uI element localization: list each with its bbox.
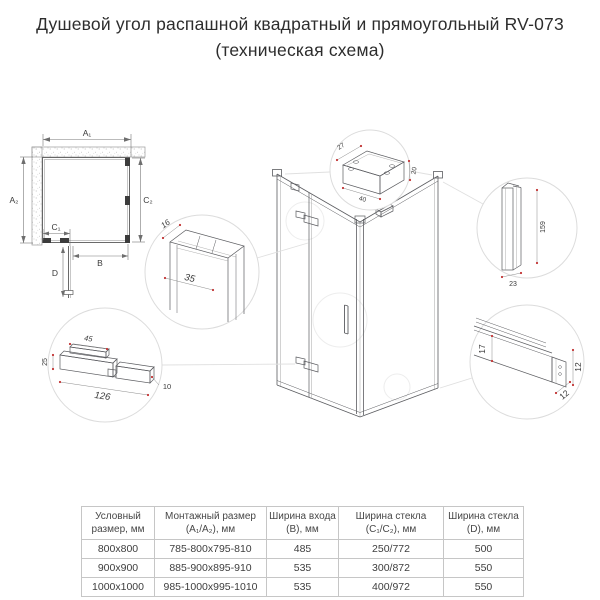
- detail-circles: [48, 130, 584, 422]
- table-row: [82, 559, 524, 578]
- door-handle: [345, 305, 349, 334]
- cell-entry: 535: [267, 578, 339, 597]
- dim-bracket-height: 20: [410, 166, 419, 175]
- plan-door-leaf: [64, 246, 73, 298]
- col-header-glass-width-c: Ширина стекла (C₁/C₂), мм: [339, 507, 444, 540]
- table-row: [82, 578, 524, 597]
- plan-door-handle: [64, 291, 73, 295]
- dim-label-a2: A₂: [9, 195, 19, 205]
- cell-nominal: 900x900: [82, 559, 155, 578]
- detail-circle-wall-profile: [477, 178, 577, 278]
- dim-wallprofile-height: 159: [540, 221, 547, 233]
- dim-hinge-height: 25: [42, 358, 49, 366]
- cell-glass-c: 250/772: [339, 540, 444, 559]
- table-row: [82, 540, 524, 559]
- dim-hinge-thickness: 10: [162, 382, 172, 391]
- detail-circle-hinge: [48, 308, 162, 422]
- dim-rail-height: 12: [573, 362, 583, 372]
- cell-glass-d: 550: [444, 559, 524, 578]
- size-table: [81, 506, 524, 597]
- page-title-line2: (техническая схема): [215, 40, 385, 61]
- dim-label-b: B: [97, 258, 103, 268]
- col-header-glass-width-d: Ширина стекла (D), мм: [444, 507, 524, 540]
- detail-circle-door-profile: [145, 215, 259, 329]
- cell-mounting: 885-900x895-910: [155, 559, 267, 578]
- cell-mounting: 985-1000x995-1010: [155, 578, 267, 597]
- cell-nominal: 800x800: [82, 540, 155, 559]
- dim-wallprofile-width: 23: [509, 281, 517, 288]
- dim-hinge-length: 126: [93, 389, 111, 404]
- cell-glass-c: 300/872: [339, 559, 444, 578]
- cell-entry: 535: [267, 559, 339, 578]
- cell-mounting: 785-800x795-810: [155, 540, 267, 559]
- dim-rail-inner-height: 17: [477, 344, 487, 354]
- table-header-row: [82, 507, 524, 540]
- dim-label-c2: C₂: [143, 195, 153, 205]
- dim-doorprofile-depth: 16: [159, 217, 172, 231]
- col-header-entry-width: Ширина входа (B), мм: [267, 507, 339, 540]
- dim-label-c1: C₁: [51, 222, 61, 232]
- plan-view: [10, 128, 153, 298]
- cell-glass-c: 400/972: [339, 578, 444, 597]
- dim-doorprofile-width: 35: [183, 272, 196, 286]
- dim-bracket-depth: 27: [336, 141, 347, 152]
- top-bracket: [291, 183, 299, 191]
- cell-glass-d: 500: [444, 540, 524, 559]
- col-header-mounting-size: Монтажный размер (A₁/A₂), мм: [155, 507, 267, 540]
- door-hinge-top: [296, 211, 318, 226]
- col-header-nominal-size: Условный размер, мм: [82, 507, 155, 540]
- cell-entry: 485: [267, 540, 339, 559]
- cell-glass-d: 550: [444, 578, 524, 597]
- page-title-line1: Душевой угол распашной квадратный и прямоугольный RV-073: [36, 14, 564, 34]
- dim-label-d: D: [51, 268, 59, 278]
- dim-bracket-width: 40: [357, 195, 367, 204]
- dim-hinge-plate: 45: [83, 333, 94, 344]
- dim-label-a1: A₁: [82, 128, 92, 138]
- door-hinge-bottom: [296, 357, 318, 372]
- wall-left: [32, 147, 42, 245]
- cell-nominal: 1000x1000: [82, 578, 155, 597]
- dim-rail-depth: 12: [557, 387, 571, 402]
- wall-top: [32, 147, 145, 157]
